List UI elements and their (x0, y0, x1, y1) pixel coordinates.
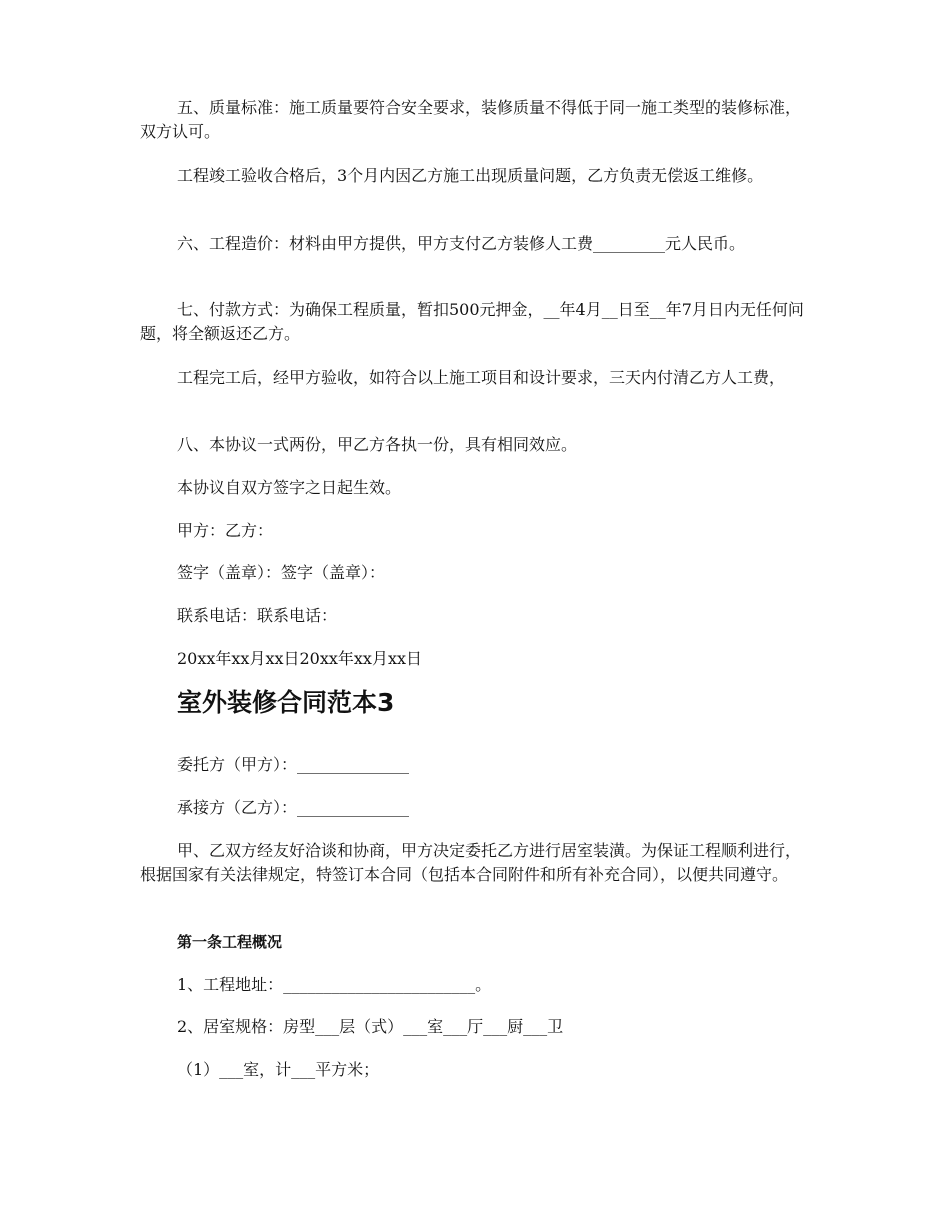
contractor-line: 承接方（乙方）：______________ (177, 798, 410, 817)
paragraph-cost: 六、工程造价：材料由甲方提供，甲方支付乙方装修人工费_________元人民币。 (177, 234, 746, 253)
date-line: 20xx年xx月xx日20xx年xx月xx日 (177, 649, 423, 668)
client-line: 委托方（甲方）：______________ (177, 755, 410, 774)
article-title: 第一条工程概况 (177, 933, 283, 951)
item-room-spec: 2、居室规格：房型___层（式）___室___厅___厨___卫 (177, 1017, 564, 1036)
section-title: 室外装修合同范本3 (177, 688, 395, 717)
paragraph-effective: 本协议自双方签字之日起生效。 (177, 478, 402, 497)
paragraph-warranty: 工程竣工验收合格后，3个月内因乙方施工出现质量问题，乙方负责无偿返工维修。 (177, 166, 764, 185)
paragraph-payment: 七、付款方式：为确保工程质量，暂扣500元押金，__年4月__日至__年7月日内无任何问题，将全额返还乙方。 (140, 300, 804, 343)
phone-line: 联系电话：联系电话： (177, 606, 338, 625)
parties-line: 甲方：乙方： (177, 521, 274, 540)
paragraph-quality-standard: 五、质量标准：施工质量要符合安全要求，装修质量不得低于同一施工类型的装修标准，双方认可。 (140, 98, 802, 141)
paragraph-completion: 工程完工后，经甲方验收，如符合以上施工项目和设计要求，三天内付清乙方人工费， (177, 368, 786, 387)
paragraph-copies: 八、本协议一式两份，甲乙方各执一份，具有相同效应。 (177, 435, 578, 454)
item-address: 1、工程地址：________________________。 (177, 975, 492, 994)
signature-line: 签字（盖章）：签字（盖章）： (177, 563, 386, 582)
item-room-area: （1）___室，计___平方米； (177, 1060, 380, 1079)
paragraph-intro: 甲、乙双方经友好洽谈和协商，甲方决定委托乙方进行居室装潢。为保证工程顺利进行，根据国家有关法律规定，特签订本合同（包括本合同附件和所有补充合同），以便共同遵守。 (140, 841, 802, 884)
